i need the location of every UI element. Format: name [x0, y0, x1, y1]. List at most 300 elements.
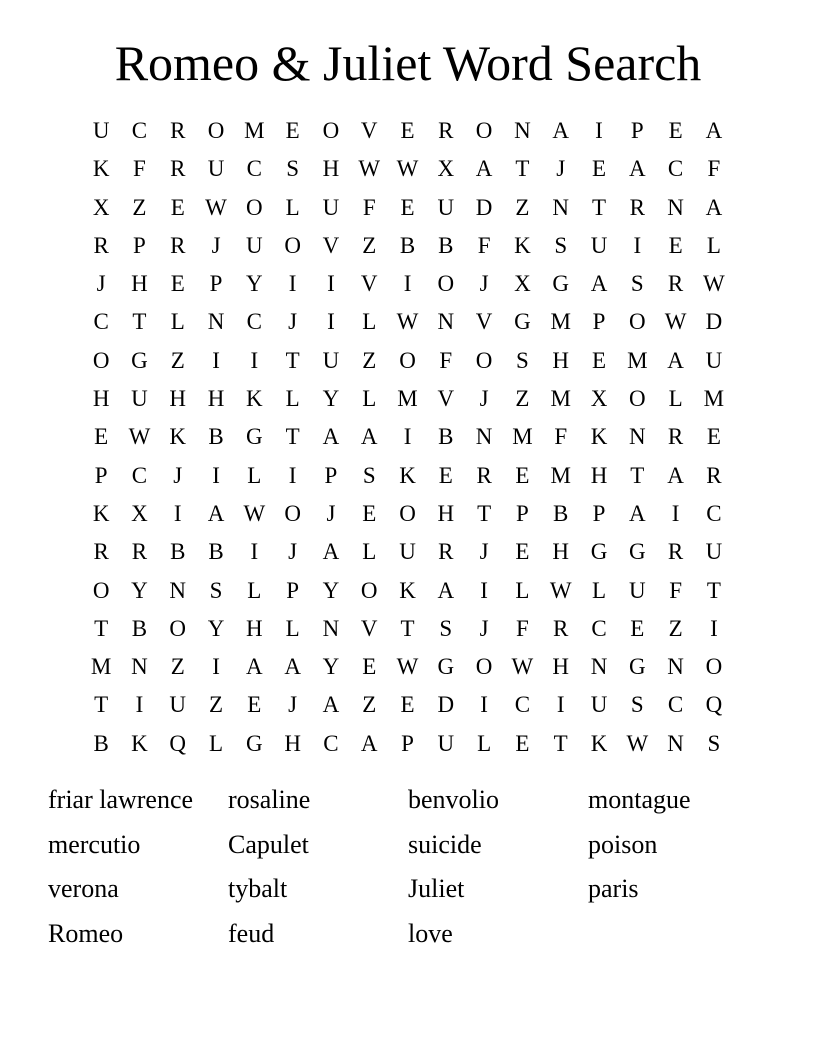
grid-letter: E: [170, 194, 185, 220]
grid-letter: S: [286, 156, 300, 182]
word-list-item: mercutio: [48, 829, 141, 859]
grid-letter: S: [630, 271, 644, 297]
grid-letter: P: [209, 271, 223, 297]
grid-letter: A: [590, 271, 608, 297]
grid-letter: U: [628, 577, 646, 603]
grid-letter: K: [399, 577, 416, 603]
grid-letter: T: [591, 194, 607, 220]
grid-letter: U: [705, 539, 723, 565]
grid-letter: M: [550, 386, 571, 412]
grid-letter: U: [322, 347, 340, 373]
grid-letter: T: [94, 615, 109, 641]
grid-letter: O: [284, 500, 301, 526]
grid-letter: I: [250, 347, 259, 373]
grid-letter: A: [360, 730, 378, 756]
grid-letter: O: [360, 577, 378, 603]
grid-letter: C: [93, 309, 109, 335]
grid-letter: N: [667, 194, 684, 220]
grid-letter: G: [246, 424, 263, 450]
grid-letter: I: [135, 692, 144, 718]
grid-letter: I: [288, 271, 297, 297]
grid-letter: R: [170, 118, 186, 143]
grid-letter: L: [170, 309, 185, 335]
grid-letter: I: [480, 577, 488, 603]
grid-letter: C: [131, 462, 148, 488]
grid-letter: E: [247, 692, 262, 718]
grid-letter: B: [438, 424, 454, 450]
grid-letter: W: [626, 730, 649, 756]
grid-letter: W: [358, 156, 381, 182]
grid-letter: H: [552, 654, 570, 680]
grid-letter: K: [590, 424, 608, 450]
grid-letter: K: [246, 386, 263, 412]
grid-letter: Z: [209, 692, 224, 718]
grid-letter: B: [170, 539, 186, 565]
grid-letter: I: [250, 539, 259, 565]
grid-letter: R: [438, 118, 454, 143]
grid-letter: B: [208, 539, 224, 565]
grid-letter: E: [515, 462, 530, 488]
grid-letter: I: [710, 615, 718, 641]
grid-letter: U: [437, 730, 455, 756]
word-list-item: benvolio: [408, 785, 499, 814]
grid-letter: Y: [246, 271, 263, 297]
grid-row: [82, 303, 733, 341]
grid-letter: L: [362, 539, 377, 565]
grid-letter: H: [552, 539, 570, 565]
grid-letter: W: [205, 194, 227, 220]
grid-letter: C: [246, 309, 262, 335]
grid-letter: C: [514, 692, 531, 718]
grid-letter: L: [477, 730, 492, 756]
grid-letter: J: [211, 232, 221, 258]
grid-letter: S: [439, 615, 453, 641]
grid-letter: W: [664, 309, 687, 335]
grid-letter: W: [396, 156, 419, 182]
grid-letter: O: [475, 347, 493, 373]
grid-letter: O: [169, 615, 187, 641]
grid-letter: E: [668, 232, 683, 258]
grid-letter: U: [399, 539, 416, 565]
grid-letter: R: [553, 615, 569, 641]
grid-letter: T: [706, 577, 721, 603]
grid-letter: U: [92, 118, 110, 143]
grid-letter: O: [284, 232, 301, 258]
grid-letter: P: [324, 462, 338, 488]
grid-letter: I: [480, 692, 488, 718]
grid-letter: A: [705, 194, 723, 220]
grid-letter: O: [437, 271, 455, 297]
grid-letter: T: [285, 347, 300, 373]
grid-letter: Z: [132, 194, 147, 220]
grid-letter: R: [706, 462, 722, 488]
grid-letter: U: [590, 232, 608, 258]
grid-letter: E: [285, 118, 300, 143]
grid-letter: E: [668, 118, 683, 143]
grid-letter: L: [285, 386, 300, 412]
word-list-item: rosaline: [228, 785, 311, 814]
grid-letter: X: [92, 194, 110, 220]
grid-letter: M: [90, 654, 112, 680]
grid-letter: T: [515, 156, 530, 182]
grid-letter: Z: [362, 692, 377, 718]
grid-letter: N: [169, 577, 187, 603]
grid-letter: E: [515, 539, 530, 565]
grid-letter: E: [630, 615, 645, 641]
grid-letter: A: [628, 156, 646, 182]
grid-letter: L: [668, 386, 683, 412]
grid-letter: T: [477, 500, 492, 526]
grid-letter: N: [514, 118, 531, 143]
grid-row: [82, 686, 733, 724]
grid-letter: F: [707, 156, 721, 182]
grid-letter: J: [288, 309, 298, 335]
grid-letter: C: [667, 692, 684, 718]
grid-letter: F: [516, 615, 529, 641]
grid-letter: O: [705, 654, 723, 680]
grid-letter: B: [208, 424, 224, 450]
grid-row: [82, 648, 733, 686]
grid-letter: Z: [668, 615, 683, 641]
grid-letter: F: [477, 232, 491, 258]
grid-letter: J: [326, 500, 336, 526]
grid-letter: J: [479, 539, 489, 565]
grid-letter: H: [246, 615, 263, 641]
grid-letter: M: [627, 347, 648, 373]
grid-letter: B: [553, 500, 569, 526]
grid-letter: K: [169, 424, 187, 450]
grid-letter: G: [246, 730, 263, 756]
grid-letter: L: [285, 194, 300, 220]
grid-letter: H: [322, 156, 340, 182]
grid-letter: V: [360, 118, 378, 143]
grid-letter: J: [556, 156, 566, 182]
grid-letter: N: [437, 309, 455, 335]
grid-letter: S: [209, 577, 223, 603]
grid-letter: Q: [705, 692, 723, 718]
grid-letter: A: [322, 692, 340, 718]
grid-letter: D: [475, 194, 493, 220]
grid-letter: O: [628, 309, 646, 335]
grid-letter: Y: [322, 577, 340, 603]
grid-letter: J: [479, 615, 489, 641]
grid-row: [82, 725, 733, 763]
grid-row: [82, 572, 733, 610]
grid-letter: R: [438, 539, 454, 565]
grid-letter: W: [549, 577, 572, 603]
grid-letter: U: [131, 386, 148, 412]
grid-letter: E: [400, 118, 415, 143]
grid-letter: S: [516, 347, 529, 373]
grid-row: [82, 418, 733, 456]
grid-letter: K: [92, 156, 110, 182]
grid-letter: A: [284, 654, 301, 680]
grid-letter: G: [552, 271, 570, 297]
grid-letter: I: [327, 309, 335, 335]
grid-letter: E: [438, 462, 453, 488]
grid-letter: E: [591, 347, 607, 373]
grid-letter: A: [475, 156, 493, 182]
grid-letter: W: [243, 500, 266, 526]
grid-letter: Q: [169, 730, 187, 756]
grid-letter: O: [399, 347, 416, 373]
grid-letter: R: [476, 462, 492, 488]
grid-letter: R: [667, 424, 684, 450]
grid-letter: O: [399, 500, 416, 526]
grid-letter: G: [628, 654, 646, 680]
grid-letter: L: [362, 386, 377, 412]
grid-letter: L: [247, 462, 262, 488]
grid-letter: H: [92, 386, 110, 412]
grid-letter: D: [705, 309, 723, 335]
grid-letter: R: [93, 232, 109, 258]
grid-letter: G: [514, 309, 531, 335]
word-list-item: Capulet: [228, 829, 309, 859]
grid-letter: F: [133, 156, 146, 182]
grid-letter: E: [591, 156, 607, 182]
grid-letter: P: [401, 730, 414, 756]
word-list-item: feud: [228, 919, 275, 949]
grid-letter: M: [550, 309, 571, 335]
grid-letter: H: [284, 730, 301, 756]
grid-letter: R: [93, 539, 109, 565]
grid-letter: J: [173, 462, 183, 488]
grid-letter: V: [322, 232, 340, 258]
grid-letter: U: [705, 347, 723, 373]
grid-letter: T: [630, 462, 645, 488]
grid-letter: T: [285, 424, 300, 450]
grid-letter: C: [323, 730, 339, 756]
grid-letter: M: [703, 386, 725, 412]
grid-letter: V: [360, 615, 378, 641]
grid-letter: F: [554, 424, 568, 450]
grid-letter: G: [437, 654, 455, 680]
grid-letter: P: [133, 232, 146, 258]
word-list-item: montague: [588, 785, 691, 814]
grid-letter: A: [207, 500, 225, 526]
grid-letter: J: [288, 692, 298, 718]
word-list-item: Juliet: [408, 874, 465, 904]
grid-letter: U: [246, 232, 263, 258]
grid-letter: Y: [131, 577, 148, 603]
grid-letter: O: [475, 118, 493, 143]
grid-letter: I: [595, 118, 603, 143]
grid-letter: D: [437, 692, 455, 718]
grid-letter: N: [667, 654, 684, 680]
grid-letter: X: [131, 500, 148, 526]
grid-letter: N: [628, 424, 646, 450]
grid-row: [82, 189, 733, 227]
page-title: Romeo & Juliet Word Search: [114, 35, 702, 91]
grid-letter: E: [362, 654, 377, 680]
grid-letter: C: [131, 118, 148, 143]
grid-letter: U: [590, 692, 608, 718]
grid-letter: R: [629, 194, 645, 220]
grid-letter: W: [511, 654, 534, 680]
grid-letter: X: [590, 386, 608, 412]
grid-letter: W: [396, 309, 419, 335]
grid-letter: J: [479, 386, 489, 412]
grid-letter: N: [207, 309, 225, 335]
grid-letter: L: [591, 577, 607, 603]
grid-letter: I: [288, 462, 297, 488]
grid-letter: R: [170, 156, 186, 182]
grid-letter: C: [246, 156, 262, 182]
grid-row: [82, 227, 733, 265]
grid-letter: W: [703, 271, 725, 297]
grid-letter: N: [475, 424, 493, 450]
grid-row: [82, 610, 733, 648]
grid-letter: P: [516, 500, 529, 526]
grid-letter: H: [207, 386, 225, 412]
word-list-item: Romeo: [48, 919, 124, 949]
grid-letter: Y: [322, 386, 340, 412]
grid-letter: H: [131, 271, 148, 297]
grid-letter: F: [669, 577, 682, 603]
grid-letter: V: [360, 271, 378, 297]
grid-letter: M: [244, 118, 265, 143]
grid-letter: I: [212, 347, 220, 373]
grid-letter: P: [592, 309, 606, 335]
grid-letter: K: [590, 730, 608, 756]
grid-letter: K: [514, 232, 531, 258]
grid-letter: G: [131, 347, 148, 373]
grid-letter: E: [706, 424, 721, 450]
grid-letter: M: [397, 386, 418, 412]
grid-letter: X: [514, 271, 531, 297]
letter-grid: [82, 112, 733, 763]
grid-letter: Z: [515, 386, 530, 412]
grid-row: [82, 342, 733, 380]
grid-letter: A: [322, 539, 340, 565]
grid-letter: P: [592, 500, 606, 526]
grid-letter: I: [403, 424, 412, 450]
grid-letter: U: [207, 156, 225, 182]
word-list-item: suicide: [408, 829, 482, 859]
grid-row: [82, 265, 733, 303]
grid-letter: Z: [170, 347, 185, 373]
grid-letter: O: [92, 347, 110, 373]
grid-letter: N: [131, 654, 148, 680]
grid-letter: R: [131, 539, 148, 565]
grid-letter: K: [399, 462, 416, 488]
grid-letter: O: [246, 194, 263, 220]
grid-letter: O: [92, 577, 110, 603]
grid-letter: S: [362, 462, 376, 488]
grid-letter: U: [169, 692, 187, 718]
grid-letter: V: [437, 386, 455, 412]
grid-letter: A: [322, 424, 340, 450]
grid-letter: N: [667, 730, 684, 756]
grid-letter: X: [437, 156, 455, 182]
grid-letter: E: [170, 271, 185, 297]
grid-letter: L: [285, 615, 300, 641]
grid-letter: I: [633, 232, 642, 258]
grid-row: [82, 380, 733, 418]
grid-letter: R: [170, 232, 186, 258]
grid-letter: S: [630, 692, 644, 718]
grid-letter: O: [628, 386, 646, 412]
grid-letter: R: [667, 271, 684, 297]
grid-letter: L: [706, 232, 721, 258]
grid-letter: I: [212, 654, 220, 680]
grid-letter: H: [437, 500, 455, 526]
grid-letter: F: [362, 194, 376, 220]
grid-letter: C: [667, 156, 684, 182]
grid-letter: A: [705, 118, 723, 143]
grid-letter: I: [212, 462, 220, 488]
grid-letter: A: [628, 500, 646, 526]
grid-letter: E: [400, 194, 415, 220]
grid-letter: A: [360, 424, 378, 450]
grid-letter: E: [515, 730, 530, 756]
grid-letter: O: [322, 118, 340, 143]
grid-row: [82, 495, 733, 533]
grid-letter: T: [132, 309, 147, 335]
grid-letter: I: [327, 271, 335, 297]
grid-letter: P: [630, 118, 644, 143]
grid-letter: G: [628, 539, 646, 565]
grid-letter: O: [475, 654, 493, 680]
grid-letter: W: [396, 654, 419, 680]
grid-letter: Z: [362, 232, 377, 258]
grid-letter: N: [590, 654, 608, 680]
grid-row: [82, 533, 733, 571]
grid-letter: S: [554, 232, 568, 258]
grid-letter: U: [322, 194, 340, 220]
grid-letter: K: [131, 730, 148, 756]
word-list-item: verona: [48, 874, 119, 904]
grid-letter: Z: [170, 654, 185, 680]
grid-letter: B: [438, 232, 454, 258]
grid-letter: T: [553, 730, 568, 756]
grid-letter: R: [667, 539, 684, 565]
grid-letter: J: [288, 539, 298, 565]
grid-letter: E: [362, 500, 377, 526]
grid-row: [82, 150, 733, 188]
grid-letter: F: [439, 347, 453, 373]
grid-letter: A: [667, 462, 684, 488]
grid-letter: V: [475, 309, 493, 335]
word-list-item: paris: [588, 874, 639, 904]
word-list-item: friar lawrence: [48, 785, 194, 814]
grid-letter: Z: [515, 194, 530, 220]
grid-letter: A: [552, 118, 570, 143]
grid-letter: E: [400, 692, 415, 718]
grid-letter: M: [512, 424, 533, 450]
grid-row: [82, 112, 733, 150]
grid-letter: N: [322, 615, 340, 641]
grid-letter: N: [552, 194, 570, 220]
grid-letter: J: [479, 271, 489, 297]
grid-letter: Y: [322, 654, 340, 680]
grid-letter: C: [706, 500, 722, 526]
grid-letter: H: [552, 347, 570, 373]
grid-letter: O: [207, 118, 225, 143]
grid-row: [82, 457, 733, 495]
grid-letter: B: [93, 730, 109, 756]
grid-letter: I: [556, 692, 565, 718]
word-list-item: poison: [588, 829, 658, 859]
grid-letter: M: [550, 462, 571, 488]
grid-letter: L: [362, 309, 377, 335]
word-list-item: love: [408, 919, 453, 949]
grid-letter: J: [96, 271, 106, 297]
grid-letter: L: [515, 577, 530, 603]
grid-letter: A: [246, 654, 263, 680]
grid-letter: I: [403, 271, 412, 297]
grid-letter: C: [591, 615, 607, 641]
